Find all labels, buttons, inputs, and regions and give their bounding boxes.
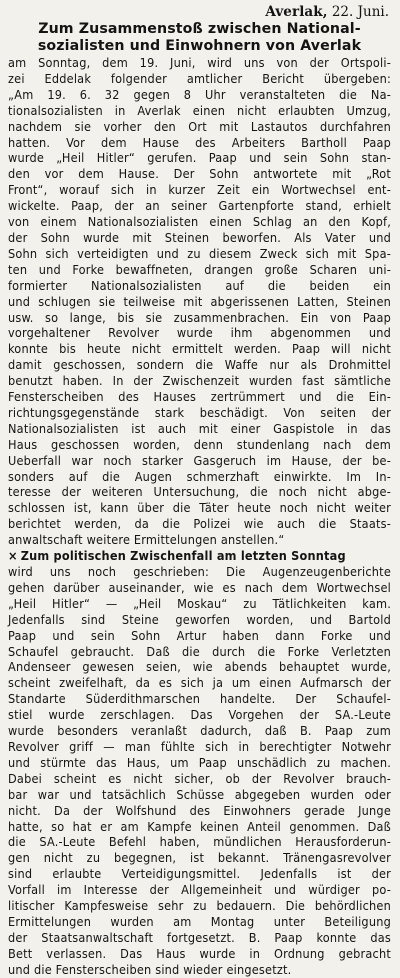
text-line: der Sohn wurde mit Steinen beworfen. Als Vater und (8, 229, 391, 245)
text-line: wurde besonders veranlaßt dadurch, daß B. Paap zum (8, 723, 391, 739)
text-line: Ermittelungen wurden am Montag unter Beteiligung (8, 913, 391, 929)
followup-subhead: Zum politischen Zwischenfall am letzten Sonntag (20, 548, 346, 564)
followup-intro-line (8, 548, 391, 564)
text-line: schlossen ist, kann über die Täter heute noch nicht weiter (8, 500, 391, 516)
text-line: Bett verlassen. Das Haus wurde in Ordnung gebracht (8, 945, 391, 961)
text-line: benutzt haben. In der Zwischenzeit wurden fast sämtliche (8, 373, 391, 389)
text-line: stiel wurde zerschlagen. Das Vorgehen der SA.-Leute (8, 707, 391, 723)
text-line: den vor dem Hause. Der Sohn antwortete mit „Rot (8, 166, 391, 182)
text-line: die SA.-Leute Befehl haben, mündlichen Herausforderun- (8, 834, 391, 850)
dateline-date: 22. Juni. (331, 4, 389, 20)
article-headline (8, 21, 391, 54)
text-line: von einem Nationalsozialisten einen Schlag an den Kopf, (8, 214, 391, 230)
text-line: bar war und tatsächlich Schüsse abgegeben wurden oder (8, 786, 391, 802)
text-line: tionalsozialisten in Averlak einen nicht erlaubten Umzug, (8, 102, 391, 118)
text-line: gehen darüber auseinander, wie es nach dem Wortwechsel (8, 579, 391, 595)
text-line: Nationalsozialisten ist auch mit einer Gaspistole in das (8, 420, 391, 436)
text-line: Fensterscheiben des Hauses zertrümmert und die Ein- (8, 389, 391, 405)
text-line: hatten. Vor dem Hause des Arbeiters Bartholl Paap (8, 134, 391, 150)
text-line: ten und Forke bewaffneten, drangen große Scharen uni- (8, 261, 391, 277)
text-line: vorgehaltener Revolver wurde ihm abgenommen und (8, 325, 391, 341)
text-line: Sohn sich verteidigten und zu diesem Zweck sich mit Spa- (8, 245, 391, 261)
text-line: Haus geschossen worden, denn stundenlang nach dem (8, 436, 391, 452)
text-line: Paap und sein Sohn Artur haben dann Forke und (8, 627, 391, 643)
text-line: Vorfall im Interesse der Allgemeinheit und würdiger po- (8, 882, 391, 898)
section-marker: × (8, 548, 18, 564)
text-line: sonders auf die Augen schmerzhaft einwirkte. Im In- (8, 468, 391, 484)
text-line: sind erlaubte Verteidigungsmittel. Jedenfalls ist der (8, 866, 391, 882)
dateline (8, 4, 389, 20)
text-line: wurde „Heil Hitler“ gerufen. Paap und sein Sohn stan- (8, 150, 391, 166)
text-line: richtungsgegenstände stark beschädigt. Von seiten der (8, 404, 391, 420)
text-line: und die Fensterscheiben sind wieder eingesetzt. (8, 961, 292, 977)
official-report (8, 55, 391, 548)
article-body (8, 55, 391, 978)
text-line: nicht. Da der Wolfshund des Einwohners gerade Junge (8, 802, 391, 818)
text-line: Andenseer gewesen seien, wie abends behauptet wurde, (8, 659, 391, 675)
text-line: und stürmte das Haus, um Paap unschädlich zu machen. (8, 754, 391, 770)
text-line: wickelte. Paap, der an seiner Gartenpforte stand, erhielt (8, 198, 391, 214)
text-line: litischer Kampfesweise sehr zu bedauern. Die behördlichen (8, 898, 391, 914)
text-line: Schaufel gebraucht. Daß die durch die Forke Verletzten (8, 643, 391, 659)
text-line: wird uns noch geschrieben: Die Augenzeugenberichte (8, 564, 391, 579)
text-line: anwaltschaft weitere Ermittelungen anstellen.“ (8, 532, 285, 548)
text-line: „Am 19. 6. 32 gegen 8 Uhr veranstalteten die Na- (8, 86, 391, 102)
text-line: usw. so lange, bis sie zusammenbrachen. Ein von Paap (8, 309, 391, 325)
headline-line: Zum Zusammenstoß zwischen National- (38, 21, 361, 37)
text-line: nachdem sie vorher den Ort mit Lastautos durchfahren (8, 118, 391, 134)
text-line: scheint zweifelhaft, da es sich ja um einen Aufmarsch der (8, 675, 391, 691)
text-line: „Heil Hitler“ — „Heil Moskau“ zu Tätlichkeiten kam. (8, 595, 391, 611)
text-line: gen nicht zu begegnen, ist bekannt. Tränengasrevolver (8, 850, 391, 866)
text-line: konnte bis heute nicht ermittelt werden. Paap will nicht (8, 341, 391, 357)
text-line: Standarte Süderdithmarschen handelte. Der Schaufel- (8, 691, 391, 707)
text-line: zei Eddelak folgender amtlicher Bericht übergeben: (8, 70, 391, 86)
text-line: hatte, so hat er am Kampfe keinen Anteil genommen. Daß (8, 818, 391, 834)
text-line: teresse der weiteren Untersuchung, die noch nicht abge- (8, 484, 391, 500)
text-line: Front“, worauf sich in kurzer Zeit ein Wortwechsel ent- (8, 182, 391, 198)
text-line: Ueberfall war noch starker Gasgeruch im Hause, der be- (8, 452, 391, 468)
text-line: und schlugen sie teilweise mit abgerissenen Latten, Steinen (8, 293, 391, 309)
text-line: Dabei scheint es nicht sicher, ob der Revolver brauch- (8, 770, 391, 786)
text-line: der Staatsanwaltschaft fortgesetzt. B. Paap konnte das (8, 929, 391, 945)
followup-report (8, 548, 391, 977)
headline-line: sozialisten und Einwohnern von Averlak (37, 37, 362, 54)
text-line: formierter Nationalsozialisten auf die beiden ein (8, 277, 391, 293)
dateline-place: Averlak, (265, 4, 328, 20)
text-line: Revolver griff — man fühlte sich in berechtigter Notwehr (8, 738, 391, 754)
text-line: damit geschossen, sondern die Waffe nur als Drohmittel (8, 357, 391, 373)
text-line: am Sonntag, dem 19. Juni, wird uns von der Ortspoli- (8, 55, 391, 70)
text-line: Jedenfalls sind Steine geworfen worden, und Bartold (8, 611, 391, 627)
text-line: berichtet werden, da die Polizei wie auch die Staats- (8, 516, 391, 532)
